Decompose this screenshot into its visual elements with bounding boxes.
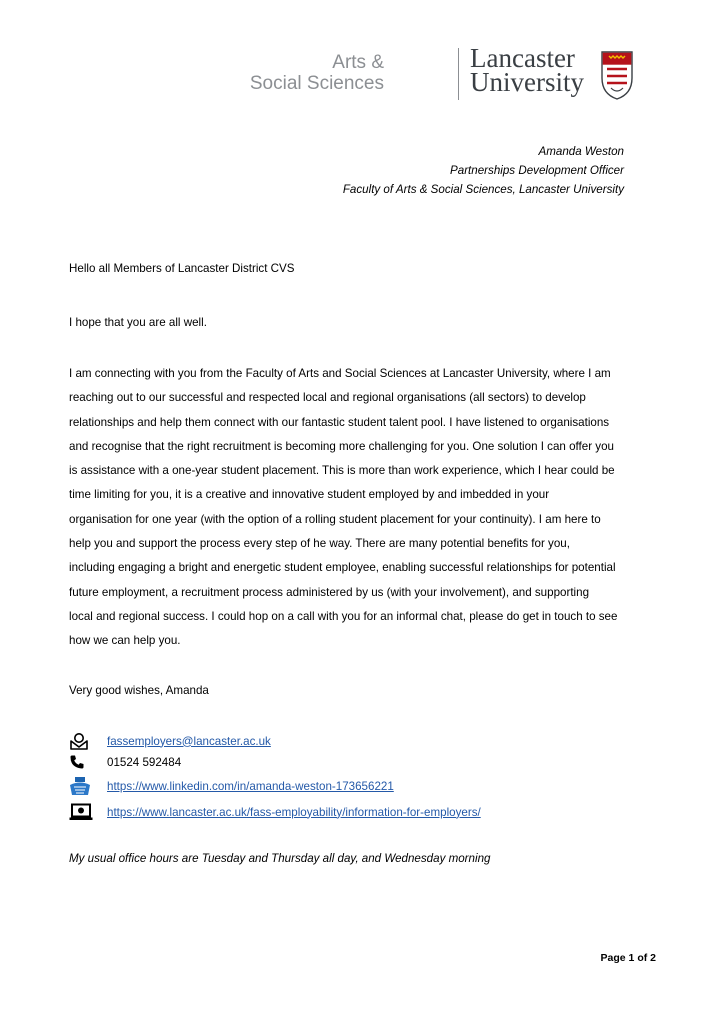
body-line: how we can help you. (69, 634, 181, 648)
office-hours: My usual office hours are Tuesday and Thursday all day, and Wednesday morning (69, 852, 491, 865)
contact-linkedin-row (69, 776, 394, 796)
faculty-line-1: Arts & (332, 52, 384, 73)
body-line: reaching out to our successful and respected local and regional organisations (all sectors) to develop (69, 391, 586, 405)
sender-title: Partnerships Development Officer (450, 164, 624, 177)
sender-organisation: Faculty of Arts & Social Sciences, Lancaster University (342, 183, 624, 196)
body-line: I am connecting with you from the Faculty of Arts and Social Sciences at Lancaster University, where I am (69, 367, 611, 380)
opening-line: I hope that you are all well. (69, 316, 207, 329)
linkedin-icon (69, 776, 95, 796)
laptop-icon (69, 802, 95, 822)
phone-icon (69, 752, 95, 772)
faculty-line-2: Social Sciences (249, 73, 384, 94)
university-line-2: University (470, 67, 584, 97)
body-line: help you and support the process every step of he way. There are many potential benefits for you, (69, 537, 570, 551)
linkedin-link[interactable]: https://www.linkedin.com/in/amanda-weston-173656221 (107, 779, 394, 793)
body-line: future employment, a recruitment process administered by us (with your involvement), and supporting (69, 585, 590, 599)
page-number: Page 1 of 2 (600, 952, 656, 964)
body-line: local and regional success. I could hop on a call with you for an informal chat, please do get in touch to see (69, 609, 618, 623)
greeting: Hello all Members of Lancaster District CVS (69, 262, 295, 275)
website-link[interactable]: https://www.lancaster.ac.uk/fass-employability/information-for-employers/ (107, 805, 481, 819)
faculty-wordmark (250, 52, 384, 94)
university-wordmark (470, 43, 584, 97)
body-line: time limiting for you, it is a creative and innovative student employed by and imbedded in your (69, 488, 550, 502)
contact-website-row (69, 802, 481, 822)
body-line: relationships and help them connect with our fantastic student talent pool. I have listened to organisations (69, 415, 610, 429)
email-envelope-icon (69, 731, 95, 751)
university-crest-icon (600, 50, 634, 100)
sender-block (343, 142, 624, 199)
body-paragraph (69, 362, 669, 654)
sender-name: Amanda Weston (538, 145, 624, 158)
body-line: and recognise that the right recruitment is becoming more challenging for you. One solution I can offer you (69, 439, 614, 453)
logo-divider (458, 48, 459, 100)
signoff: Very good wishes, Amanda (69, 684, 209, 697)
email-link[interactable]: fassemployers@lancaster.ac.uk (107, 734, 271, 748)
header-logo (249, 43, 650, 108)
body-line: organisation for one year (with the option of a rolling student placement for your continuity). I am here to (69, 512, 601, 526)
phone-number: 01524 592484 (107, 755, 182, 769)
university-line-1: Lancaster (470, 43, 575, 73)
contact-email-row (69, 731, 271, 751)
body-line: including engaging a bright and energetic student employee, enabling successful relationships for potential (69, 561, 616, 575)
contact-phone-row (69, 752, 181, 772)
body-line: is assistance with a one-year student placement. This is more than work experience, which I hear could be (69, 464, 615, 478)
